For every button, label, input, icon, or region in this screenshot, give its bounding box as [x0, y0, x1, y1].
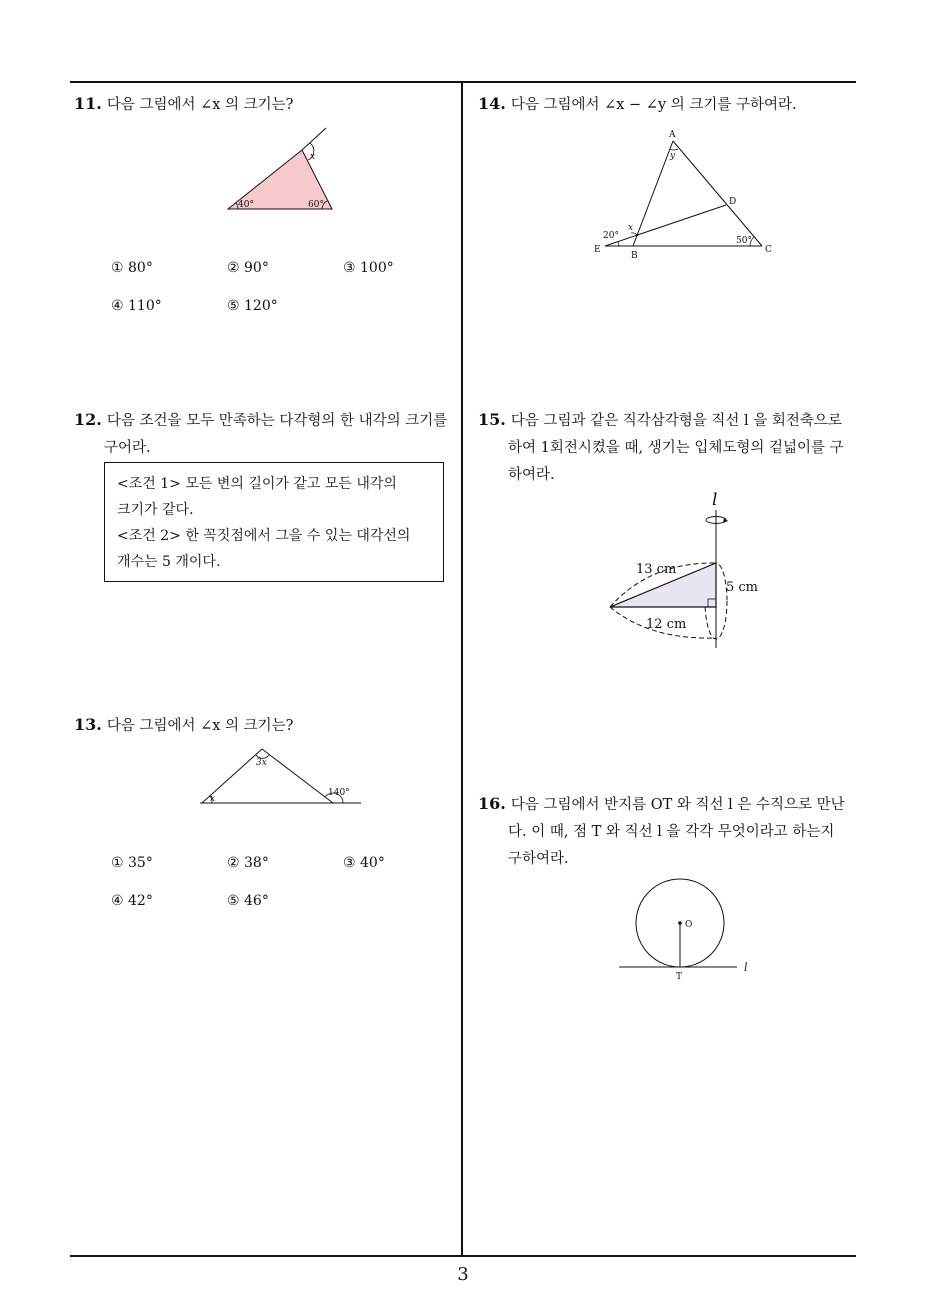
label-13cm: 13 cm	[636, 562, 677, 577]
axis-label-l: l	[712, 490, 718, 510]
question-number: 12.	[74, 410, 102, 429]
question-number: 13.	[74, 715, 102, 734]
conditions-box	[104, 462, 444, 582]
question-text-line2: 구어라.	[104, 440, 151, 456]
angle-E-arc	[618, 242, 619, 246]
choice-1[interactable]: ① 80°	[111, 260, 153, 276]
right-side	[262, 749, 333, 803]
condition-line: 개수는 5 개이다.	[117, 554, 221, 570]
question-11	[74, 90, 293, 119]
label-C: C	[765, 245, 772, 255]
label-O: O	[685, 920, 693, 930]
question-text: 다음 그림에서 ∠x − ∠y 의 크기를 구하여라.	[510, 97, 797, 113]
question-text: 다음 그림에서 ∠x 의 크기는?	[106, 718, 294, 734]
choice-5[interactable]: ⑤ 46°	[227, 893, 269, 909]
label-x: x	[628, 223, 634, 233]
question-text-line2: 다. 이 때, 점 T 와 직선 l 을 각각 무엇이라고 하는지	[508, 824, 835, 840]
choice-3[interactable]: ③ 100°	[343, 260, 394, 276]
extension-line	[302, 128, 326, 150]
segment-ED	[605, 205, 726, 246]
q15-rotation-figure	[600, 488, 770, 653]
label-12cm: 12 cm	[646, 617, 687, 632]
q14-triangle-figure	[590, 125, 780, 260]
label-140: 140°	[328, 788, 350, 798]
question-number: 11.	[74, 94, 102, 113]
label-D: D	[729, 197, 737, 207]
choice-5[interactable]: ⑤ 120°	[227, 298, 278, 314]
q11-triangle-figure	[220, 122, 340, 217]
question-text-line2: 하여 1회전시켰을 때, 생기는 입체도형의 겉넓이를 구	[508, 440, 844, 456]
q16-circle-figure	[615, 878, 760, 988]
question-15	[478, 406, 863, 489]
label-5cm: 5 cm	[726, 580, 759, 595]
question-16	[478, 790, 863, 873]
label-50: 50°	[736, 236, 752, 246]
question-13	[74, 711, 293, 740]
choice-1[interactable]: ① 35°	[111, 855, 153, 871]
label-T: T	[676, 972, 683, 982]
segment-AC	[673, 141, 762, 246]
question-text: 다음 그림에서 ∠x 의 크기는?	[106, 97, 294, 113]
q13-triangle-figure	[196, 744, 366, 809]
label-y: y	[670, 151, 676, 161]
choice-4[interactable]: ④ 42°	[111, 893, 153, 909]
label-x: x	[310, 152, 316, 162]
label-3x: 3x	[256, 758, 267, 768]
page-number: 3	[457, 1264, 469, 1285]
choice-4[interactable]: ④ 110°	[111, 298, 162, 314]
label-60: 60°	[308, 200, 324, 210]
label-B: B	[631, 251, 638, 261]
label-40: 40°	[238, 200, 254, 210]
condition-line: 크기가 같다.	[117, 502, 194, 518]
choice-3[interactable]: ③ 40°	[343, 855, 385, 871]
label-E: E	[594, 245, 601, 255]
label-x: x	[210, 794, 216, 804]
question-number: 15.	[478, 410, 506, 429]
top-rule	[70, 81, 856, 83]
angle-y-arc	[670, 149, 678, 150]
choice-2[interactable]: ② 38°	[227, 855, 269, 871]
question-12	[74, 406, 459, 462]
question-text-line3: 하여라.	[508, 467, 555, 483]
question-text-line1: 다음 조건을 모두 만족하는 다각형의 한 내각의 크기를	[106, 413, 448, 429]
center-point	[678, 921, 682, 925]
question-text-line3: 구하여라.	[508, 851, 569, 867]
question-text-line1: 다음 그림에서 반지름 OT 와 직선 l 은 수직으로 만난	[510, 797, 845, 813]
condition-line: <조건 1> 모든 변의 길이가 같고 모든 내각의	[117, 476, 397, 492]
question-number: 16.	[478, 794, 506, 813]
label-A: A	[669, 130, 676, 140]
question-number: 14.	[478, 94, 506, 113]
label-l: l	[744, 961, 748, 974]
choice-2[interactable]: ② 90°	[227, 260, 269, 276]
question-text-line1: 다음 그림과 같은 직각삼각형을 직선 l 을 회전축으로	[510, 413, 842, 429]
column-divider	[461, 82, 463, 1256]
condition-line: <조건 2> 한 꼭짓점에서 그을 수 있는 대각선의	[117, 528, 411, 544]
question-14	[478, 90, 797, 119]
bottom-rule	[70, 1255, 856, 1257]
label-20: 20°	[603, 231, 619, 241]
